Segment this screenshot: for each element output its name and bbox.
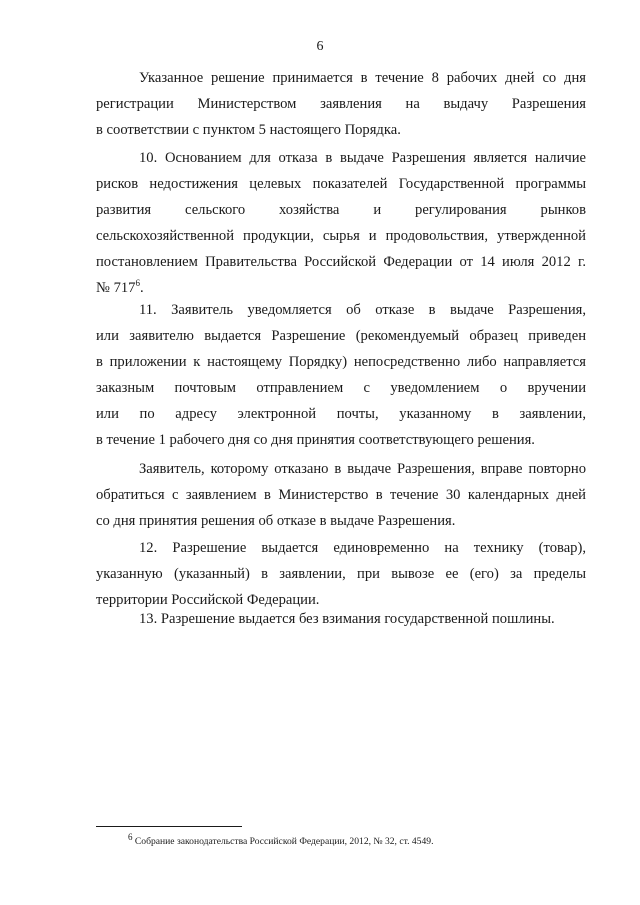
footnote-text: Собрание законодательства Российской Федерации, 2012, № 32, ст. 4549. bbox=[132, 836, 434, 847]
text-line bbox=[96, 456, 586, 482]
text-line bbox=[96, 401, 586, 427]
text-line bbox=[96, 91, 586, 117]
line-text: 10. Основанием для отказа в выдаче Разрешения является наличие bbox=[139, 150, 586, 166]
text-line bbox=[96, 482, 586, 508]
text-line bbox=[96, 145, 586, 171]
line-text: обратиться с заявлением в Министерство в течение 30 календарных дней bbox=[96, 487, 586, 503]
line-text: в приложении к настоящему Порядку) непосредственно либо направляется bbox=[96, 354, 586, 370]
text-line bbox=[96, 606, 586, 632]
paragraph-item-11 bbox=[96, 297, 586, 453]
line-text: со дня принятия решения об отказе в выдаче Разрешения. bbox=[96, 513, 456, 529]
text-line bbox=[96, 561, 586, 587]
line-text: развития сельского хозяйства и регулирования рынков bbox=[96, 202, 586, 218]
line-text: заказным почтовым отправлением с уведомлением о вручении bbox=[96, 380, 586, 396]
text-line bbox=[96, 117, 586, 143]
line-text: в соответствии с пунктом 5 настоящего Порядка. bbox=[96, 122, 401, 138]
line-text: территории Российской Федерации. bbox=[96, 592, 320, 608]
line-text: или по адресу электронной почты, указанному в заявлении, bbox=[96, 406, 586, 422]
text-line bbox=[96, 323, 586, 349]
paragraph-refusal-reapply bbox=[96, 456, 586, 534]
paragraph-decision-term bbox=[96, 65, 586, 143]
text-line bbox=[96, 427, 586, 453]
text-line bbox=[96, 65, 586, 91]
text-line bbox=[96, 349, 586, 375]
line-text: 11. Заявитель уведомляется об отказе в выдаче Разрешения, bbox=[139, 302, 586, 318]
footnote-reference: 6 bbox=[135, 278, 140, 289]
text-line bbox=[96, 535, 586, 561]
text-line bbox=[96, 249, 586, 275]
line-text: или заявителю выдается Разрешение (рекомендуемый образец приведен bbox=[96, 328, 586, 344]
line-suffix: . bbox=[139, 280, 144, 296]
line-text: рисков недостижения целевых показателей Государственной программы bbox=[96, 176, 586, 192]
line-text: регистрации Министерством заявления на выдачу Разрешения bbox=[96, 96, 586, 112]
line-text: указанную (указанный) в заявлении, при вывозе ее (его) за пределы bbox=[96, 566, 586, 582]
text-line bbox=[96, 197, 586, 223]
text-line bbox=[96, 223, 586, 249]
paragraph-item-12 bbox=[96, 535, 586, 613]
line-text: № 717 bbox=[96, 280, 136, 296]
footnote-separator bbox=[96, 826, 242, 827]
line-text: 13. Разрешение выдается без взимания государственной пошлины. bbox=[139, 611, 555, 627]
line-text: постановлением Правительства Российской Федерации от 14 июля 2012 г. bbox=[96, 254, 586, 270]
paragraph-item-10 bbox=[96, 145, 586, 301]
line-text: Заявитель, которому отказано в выдаче Разрешения, вправе повторно bbox=[139, 461, 586, 477]
line-text: в течение 1 рабочего дня со дня принятия соответствующего решения. bbox=[96, 432, 535, 448]
paragraph-item-13 bbox=[96, 606, 586, 632]
line-text: Указанное решение принимается в течение 8 рабочих дней со дня bbox=[139, 70, 586, 86]
footnote-marker: 6 bbox=[128, 831, 133, 842]
text-line bbox=[96, 508, 586, 534]
text-line bbox=[96, 375, 586, 401]
page-number: 6 bbox=[316, 39, 324, 54]
line-text: 12. Разрешение выдается единовременно на технику (товар), bbox=[139, 540, 586, 556]
footnote bbox=[128, 831, 434, 847]
line-text: сельскохозяйственной продукции, сырья и продовольствия, утвержденной bbox=[96, 228, 586, 244]
text-line bbox=[96, 171, 586, 197]
text-line bbox=[96, 297, 586, 323]
